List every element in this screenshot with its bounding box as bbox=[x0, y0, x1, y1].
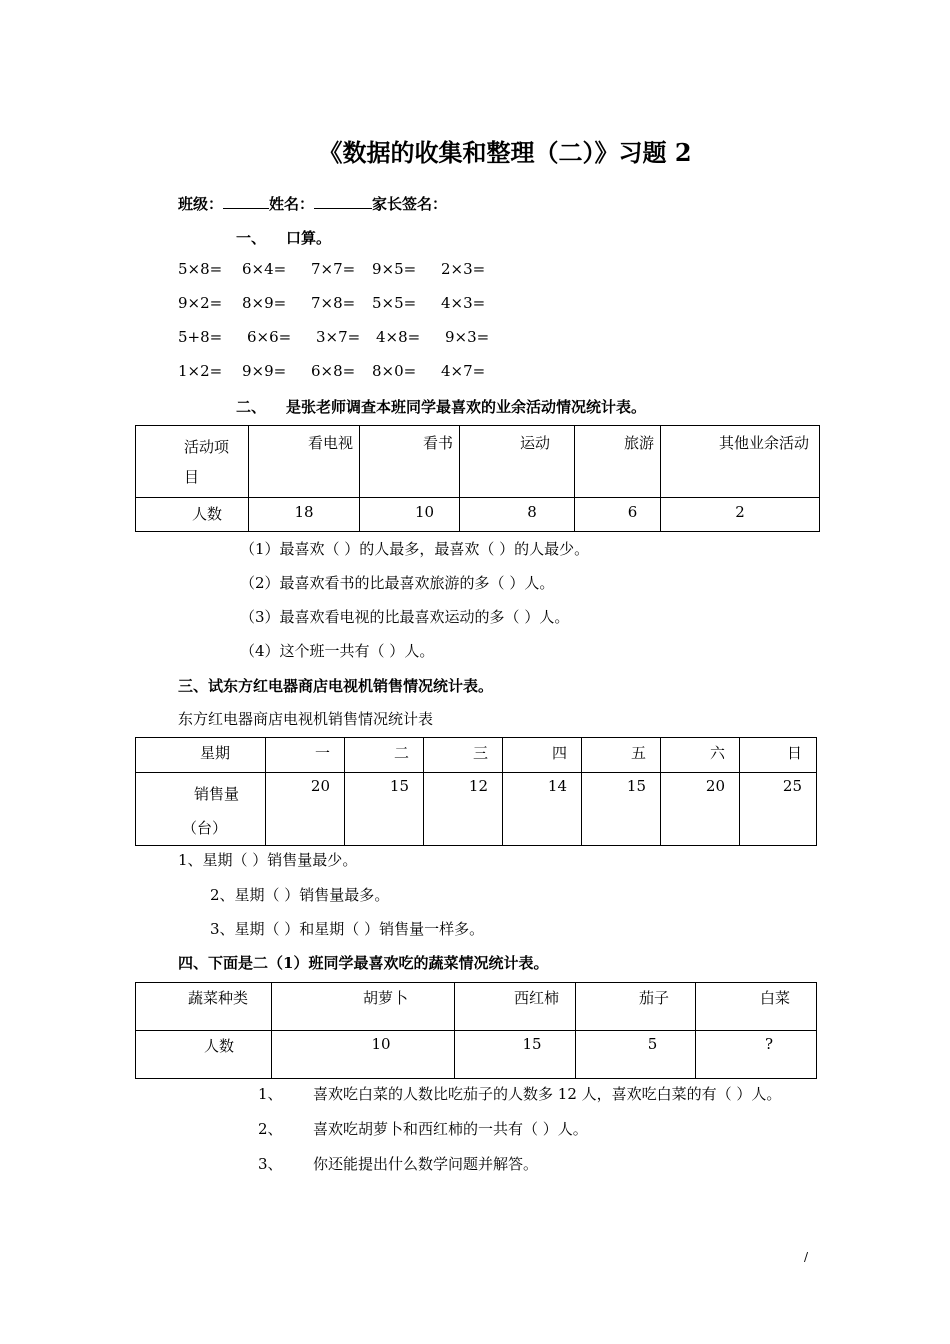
math-problem: 7×8= bbox=[311, 294, 356, 312]
table-cell: 旅游 bbox=[575, 426, 661, 498]
math-problem: 4×8= bbox=[376, 328, 421, 346]
table-cell: 六 bbox=[661, 738, 740, 773]
table-cell: ? bbox=[696, 1031, 817, 1079]
question: （2）最喜欢看书的比最喜欢旅游的多（ ）人。 bbox=[240, 574, 555, 592]
table-cell: 其他业余活动 bbox=[661, 426, 820, 498]
table-caption: 东方红电器商店电视机销售情况统计表 bbox=[178, 710, 434, 728]
question: 喜欢吃胡萝卜和西红柿的一共有（ ）人。 bbox=[313, 1120, 588, 1138]
vegetable-table bbox=[135, 982, 817, 1079]
math-problem: 7×7= bbox=[311, 260, 356, 278]
table-cell: 四 bbox=[503, 738, 582, 773]
header-line bbox=[178, 193, 447, 214]
table-cell: 二 bbox=[345, 738, 424, 773]
table-cell: 20 bbox=[661, 773, 740, 846]
math-problem: 9×2= bbox=[178, 294, 223, 312]
table-cell: 15 bbox=[345, 773, 424, 846]
math-problem: 9×9= bbox=[242, 362, 287, 380]
table-cell: 看电视 bbox=[249, 426, 360, 498]
table-row bbox=[136, 738, 817, 773]
name-label: 姓名： bbox=[269, 195, 315, 213]
table-cell: 活动项 目 bbox=[136, 426, 249, 498]
tv-sales-table bbox=[135, 737, 817, 846]
table-row bbox=[136, 426, 820, 498]
table-cell: 12 bbox=[424, 773, 503, 846]
section2-heading: 二、 是张老师调查本班同学最喜欢的业余活动情况统计表。 bbox=[236, 398, 647, 416]
class-label: 班级： bbox=[178, 195, 224, 213]
table-cell: 蔬菜种类 bbox=[136, 983, 272, 1031]
question: （4）这个班一共有（ ）人。 bbox=[240, 642, 435, 660]
table-cell: 看书 bbox=[360, 426, 460, 498]
parent-sign-label: 家长签名： bbox=[372, 195, 448, 213]
table-cell: 茄子 bbox=[576, 983, 696, 1031]
table-cell: 8 bbox=[460, 498, 575, 532]
math-problem: 5+8= bbox=[178, 328, 223, 346]
table-cell: 人数 bbox=[136, 1031, 272, 1079]
math-problem: 9×3= bbox=[445, 328, 490, 346]
question: 1、星期（ ）销售量最少。 bbox=[178, 851, 358, 869]
math-problem: 4×7= bbox=[441, 362, 486, 380]
question-number: 3、 bbox=[258, 1155, 283, 1173]
table-cell: 五 bbox=[582, 738, 661, 773]
table-cell: 西红柿 bbox=[455, 983, 576, 1031]
table-row bbox=[136, 983, 817, 1031]
math-problem: 1×2= bbox=[178, 362, 223, 380]
section3-heading: 三、试东方红电器商店电视机销售情况统计表。 bbox=[178, 677, 494, 695]
question: 2、星期（ ）销售量最多。 bbox=[210, 886, 390, 904]
table-cell: 5 bbox=[576, 1031, 696, 1079]
section1-heading: 一、 口算。 bbox=[236, 229, 332, 247]
math-problem: 9×5= bbox=[372, 260, 417, 278]
table-cell: 15 bbox=[582, 773, 661, 846]
table-row bbox=[136, 498, 820, 532]
question: 3、星期（ ）和星期（ ）销售量一样多。 bbox=[210, 920, 485, 938]
table-cell: 6 bbox=[575, 498, 661, 532]
question-number: 1、 bbox=[258, 1085, 283, 1103]
table-cell: 10 bbox=[272, 1031, 455, 1079]
math-problem: 8×0= bbox=[372, 362, 417, 380]
math-problem: 6×4= bbox=[242, 260, 287, 278]
page-mark: / bbox=[804, 1250, 809, 1264]
table-cell: 销售量 （台） bbox=[136, 773, 266, 846]
question: （1）最喜欢（ ）的人最多，最喜欢（ ）的人最少。 bbox=[240, 540, 590, 558]
math-problem: 6×8= bbox=[311, 362, 356, 380]
table-cell: 胡萝卜 bbox=[272, 983, 455, 1031]
math-problem: 2×3= bbox=[441, 260, 486, 278]
math-problem: 6×6= bbox=[247, 328, 292, 346]
name-blank[interactable] bbox=[314, 194, 372, 209]
table-cell: 10 bbox=[360, 498, 460, 532]
table-cell: 三 bbox=[424, 738, 503, 773]
table-cell: 运动 bbox=[460, 426, 575, 498]
section4-heading: 四、下面是二（1）班同学最喜欢吃的蔬菜情况统计表。 bbox=[178, 954, 549, 972]
question-number: 2、 bbox=[258, 1120, 283, 1138]
math-problem: 3×7= bbox=[316, 328, 361, 346]
question: 你还能提出什么数学问题并解答。 bbox=[313, 1155, 539, 1173]
table-cell: 人数 bbox=[136, 498, 249, 532]
table-cell: 2 bbox=[661, 498, 820, 532]
table-cell: 一 bbox=[266, 738, 345, 773]
table-cell: 星期 bbox=[136, 738, 266, 773]
question: （3）最喜欢看电视的比最喜欢运动的多（ ）人。 bbox=[240, 608, 570, 626]
math-problem: 5×5= bbox=[372, 294, 417, 312]
table-cell: 15 bbox=[455, 1031, 576, 1079]
table-cell: 18 bbox=[249, 498, 360, 532]
table-row bbox=[136, 1031, 817, 1079]
math-problem: 8×9= bbox=[242, 294, 287, 312]
table-cell: 日 bbox=[740, 738, 817, 773]
page-title: 《数据的收集和整理（二）》习题 2 bbox=[318, 138, 692, 167]
table-cell: 14 bbox=[503, 773, 582, 846]
table-row bbox=[136, 773, 817, 846]
math-problem: 5×8= bbox=[178, 260, 223, 278]
activity-table bbox=[135, 425, 820, 532]
table-cell: 白菜 bbox=[696, 983, 817, 1031]
math-problem: 4×3= bbox=[441, 294, 486, 312]
question: 喜欢吃白菜的人数比吃茄子的人数多 12 人，喜欢吃白菜的有（ ）人。 bbox=[313, 1085, 782, 1103]
class-blank[interactable] bbox=[223, 194, 269, 209]
table-cell: 20 bbox=[266, 773, 345, 846]
table-cell: 25 bbox=[740, 773, 817, 846]
